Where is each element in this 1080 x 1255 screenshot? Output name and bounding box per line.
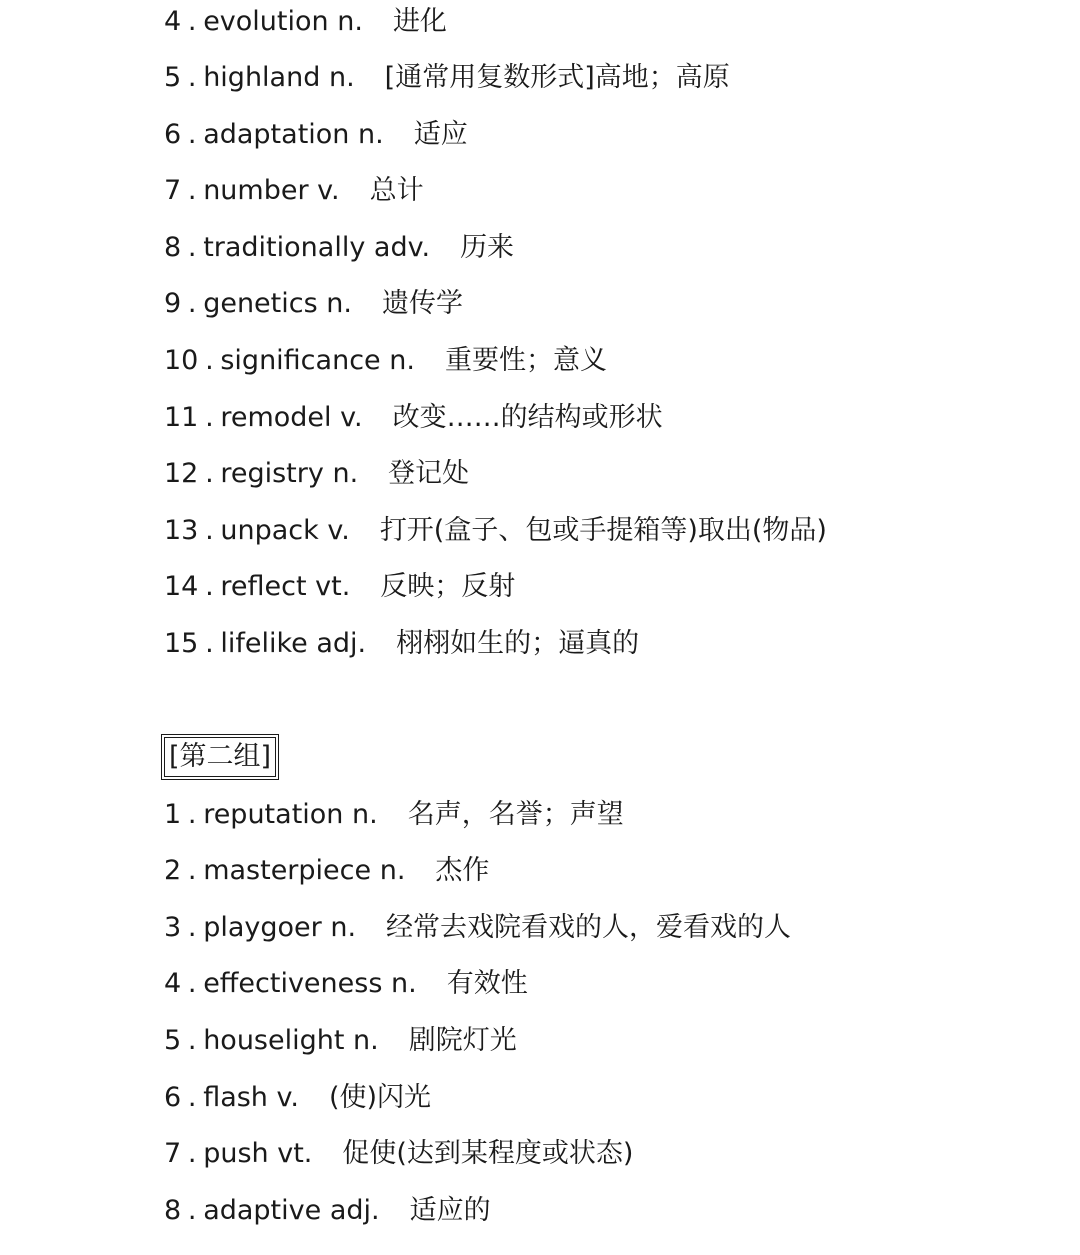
entry-meaning: 名声，名誉；声望 <box>407 799 624 830</box>
vocab-entry: 13 . unpack v. 打开(盒子、包或手提箱等)取出(物品) <box>164 515 827 546</box>
entry-meaning: (使)闪光 <box>328 1082 432 1113</box>
entry-meaning: 历来 <box>460 232 515 263</box>
entry-number: 9 <box>164 288 182 319</box>
vocab-entry: 14 . reflect vt. 反映；反射 <box>164 571 516 602</box>
entry-meaning: 促使(达到某程度或状态) <box>342 1138 634 1169</box>
entry-number: 1 <box>164 799 182 830</box>
vocab-entry: 8 . traditionally adv. 历来 <box>164 232 515 263</box>
entry-pos: n. <box>352 799 378 830</box>
entry-meaning: 打开(盒子、包或手提箱等)取出(物品) <box>379 515 827 546</box>
entry-pos: adj. <box>329 1195 380 1226</box>
vocab-entry: 12 . registry n. 登记处 <box>164 458 470 489</box>
entry-pos: n. <box>391 968 417 999</box>
entry-word: number <box>203 175 309 206</box>
entry-meaning: 适应 <box>413 119 468 150</box>
entry-word: houselight <box>203 1025 345 1056</box>
entry-word: genetics <box>203 288 318 319</box>
entry-pos: v. <box>340 402 363 433</box>
entry-number: 10 <box>164 345 199 376</box>
vocab-entry: 1 . reputation n. 名声，名誉；声望 <box>164 799 624 830</box>
vocab-entry: 10 . significance n. 重要性；意义 <box>164 345 607 376</box>
entry-pos: n. <box>337 6 363 37</box>
entry-pos: n. <box>326 288 352 319</box>
entry-word: adaptive <box>203 1195 322 1226</box>
entry-pos: n. <box>353 1025 379 1056</box>
vocab-entry: 6 . flash v. (使)闪光 <box>164 1082 432 1113</box>
entry-word: highland <box>203 62 321 93</box>
entry-pos: n. <box>358 119 384 150</box>
entry-number: 2 <box>164 855 182 886</box>
entry-number: 14 <box>164 571 199 602</box>
entry-pos: v. <box>317 175 340 206</box>
vocab-entry: 7 . number v. 总计 <box>164 175 424 206</box>
entry-number: 13 <box>164 515 199 546</box>
entry-pos: v. <box>327 515 350 546</box>
entry-pos: n. <box>332 458 359 489</box>
entry-number: 6 <box>164 119 182 150</box>
entry-word: reflect <box>220 571 307 602</box>
entry-number: 8 <box>164 232 182 263</box>
entry-meaning: [通常用复数形式]高地；高原 <box>384 62 730 93</box>
vocab-entry: 2 . masterpiece n. 杰作 <box>164 855 490 886</box>
entry-number: 8 <box>164 1195 182 1226</box>
entry-pos: adv. <box>373 232 431 263</box>
entry-number: 7 <box>164 1138 182 1169</box>
entry-pos: vt. <box>315 571 351 602</box>
entry-meaning: 有效性 <box>446 968 528 999</box>
entry-number: 5 <box>164 1025 182 1056</box>
entry-pos: v. <box>276 1082 299 1113</box>
entry-number: 6 <box>164 1082 182 1113</box>
group-header: [第二组] <box>164 737 276 777</box>
vocab-entry: 4 . effectiveness n. 有效性 <box>164 968 528 999</box>
entry-meaning: 适应的 <box>409 1195 491 1226</box>
entry-number: 3 <box>164 912 182 943</box>
vocab-entry: 11 . remodel v. 改变……的结构或形状 <box>164 402 663 433</box>
entry-word: flash <box>203 1082 268 1113</box>
entry-number: 4 <box>164 6 182 37</box>
entry-word: significance <box>220 345 381 376</box>
entry-word: traditionally <box>203 232 366 263</box>
vocab-entry: 9 . genetics n. 遗传学 <box>164 288 463 319</box>
entry-meaning: 剧院灯光 <box>408 1025 517 1056</box>
vocab-entry: 15 . lifelike adj. 栩栩如生的；逼真的 <box>164 628 640 659</box>
entry-word: registry <box>220 458 324 489</box>
entry-meaning: 改变……的结构或形状 <box>392 402 663 433</box>
vocab-entry: 8 . adaptive adj. 适应的 <box>164 1195 491 1226</box>
entry-meaning: 登记处 <box>388 458 470 489</box>
entry-word: masterpiece <box>203 855 372 886</box>
entry-meaning: 反映；反射 <box>380 571 516 602</box>
entry-number: 7 <box>164 175 182 206</box>
entry-word: adaptation <box>203 119 350 150</box>
vocab-entry: 5 . highland n. [通常用复数形式]高地；高原 <box>164 62 730 93</box>
entry-meaning: 进化 <box>392 6 447 37</box>
entry-meaning: 遗传学 <box>381 288 463 319</box>
entry-meaning: 栩栩如生的；逼真的 <box>396 628 640 659</box>
entry-word: unpack <box>220 515 319 546</box>
entry-pos: adj. <box>316 628 367 659</box>
entry-word: playgoer <box>203 912 322 943</box>
entry-word: reputation <box>203 799 344 830</box>
entry-pos: n. <box>330 912 357 943</box>
entry-meaning: 总计 <box>369 175 424 206</box>
entry-number: 11 <box>164 402 199 433</box>
entry-number: 4 <box>164 968 182 999</box>
entry-meaning: 杰作 <box>435 855 490 886</box>
vocab-entry: 3 . playgoer n. 经常去戏院看戏的人，爱看戏的人 <box>164 912 792 943</box>
entry-meaning: 重要性；意义 <box>444 345 607 376</box>
vocab-entry: 4 . evolution n. 进化 <box>164 6 447 37</box>
entry-word: remodel <box>220 402 332 433</box>
entry-number: 15 <box>164 628 199 659</box>
entry-pos: n. <box>379 855 406 886</box>
entry-meaning: 经常去戏院看戏的人，爱看戏的人 <box>386 912 792 943</box>
entry-word: lifelike <box>220 628 308 659</box>
entry-pos: n. <box>328 62 355 93</box>
entry-pos: vt. <box>277 1138 313 1169</box>
entry-number: 5 <box>164 62 182 93</box>
vocab-entry: 5 . houselight n. 剧院灯光 <box>164 1025 517 1056</box>
entry-word: push <box>203 1138 269 1169</box>
vocab-entry: 6 . adaptation n. 适应 <box>164 119 468 150</box>
entry-word: effectiveness <box>203 968 383 999</box>
entry-number: 12 <box>164 458 199 489</box>
vocab-entry: 7 . push vt. 促使(达到某程度或状态) <box>164 1138 634 1169</box>
entry-pos: n. <box>389 345 415 376</box>
entry-word: evolution <box>203 6 329 37</box>
